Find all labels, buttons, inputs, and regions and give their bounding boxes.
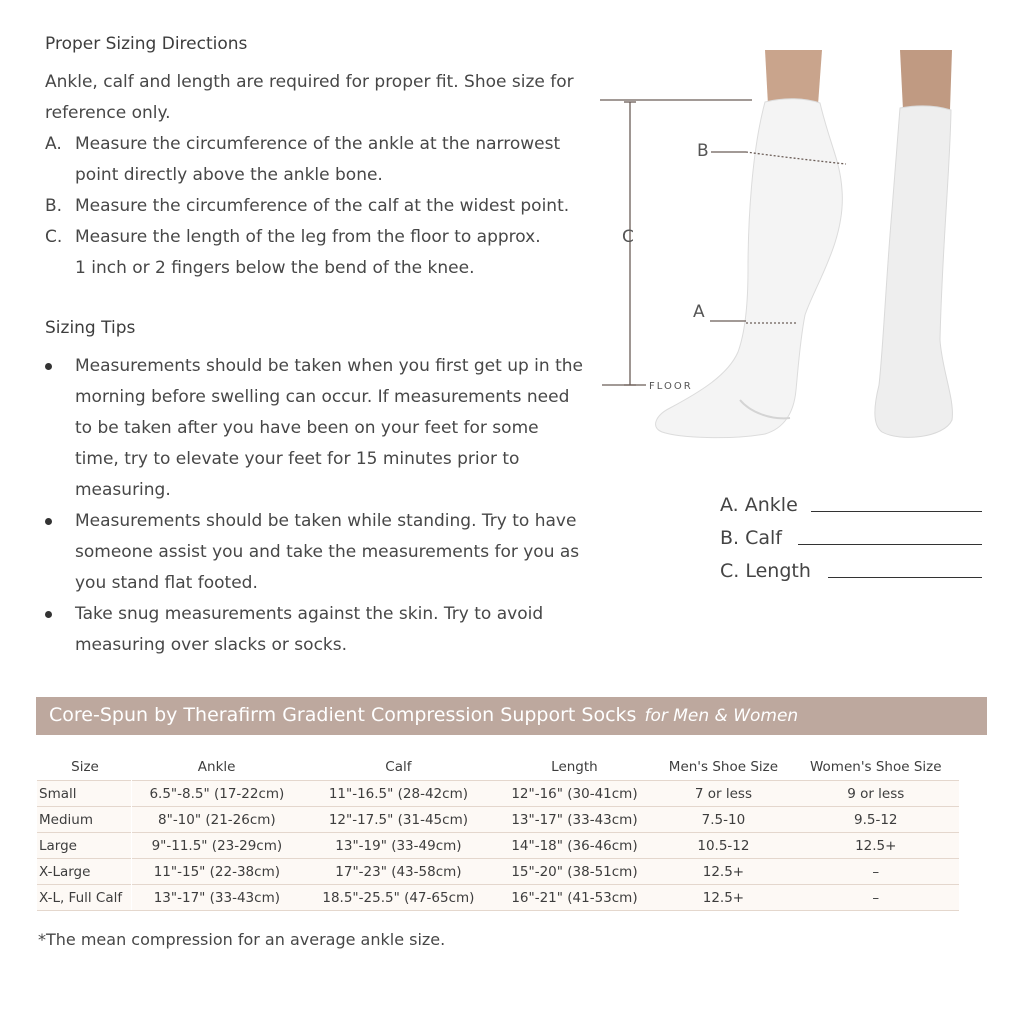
field-ankle: [720, 494, 982, 516]
label-a: A: [693, 302, 705, 322]
cell-calf: 17"-23" (43-58cm): [302, 859, 494, 885]
field-line[interactable]: [798, 544, 982, 545]
cell-mens-shoe: 10.5-12: [654, 833, 792, 859]
cell-calf: 13"-19" (33-49cm): [302, 833, 494, 859]
header-womens-shoe: Women's Shoe Size: [809, 759, 942, 775]
banner-title-text: Core-Spun by Therafirm Gradient Compression Support Socks: [49, 704, 637, 726]
cell-womens-shoe: –: [793, 859, 959, 885]
cell-size: Medium: [37, 807, 131, 833]
size-chart-table: [37, 754, 959, 911]
header-calf: Calf: [385, 759, 412, 775]
field-label: C. Length: [720, 560, 811, 582]
bullet-icon: [45, 611, 52, 618]
step-text: Measure the length of the leg from the floor to approx. 1 inch or 2 fingers below the bend of the knee.: [75, 227, 541, 278]
cell-size: Small: [37, 781, 131, 807]
step-a: [45, 129, 605, 191]
tip-item: [45, 599, 585, 661]
right-sock: [875, 106, 953, 438]
cell-length: 15"-20" (38-51cm): [495, 859, 655, 885]
table-row: [37, 885, 959, 911]
cell-length: 13"-17" (33-43cm): [495, 807, 655, 833]
cell-size: X-Large: [37, 859, 131, 885]
cell-length: 12"-16" (30-41cm): [495, 781, 655, 807]
cell-ankle: 6.5"-8.5" (17-22cm): [131, 781, 302, 807]
cell-size: X-L, Full Calf: [37, 885, 131, 911]
step-text: Measure the circumference of the calf at the widest point.: [75, 196, 570, 216]
cell-mens-shoe: 7.5-10: [654, 807, 792, 833]
cell-calf: 18.5"-25.5" (47-65cm): [302, 885, 494, 911]
cell-womens-shoe: 12.5+: [793, 833, 959, 859]
field-label: B. Calf: [720, 527, 782, 549]
step-text: Measure the circumference of the ankle at the narrowest point directly above the ankle bone.: [75, 134, 561, 185]
cell-calf: 11"-16.5" (28-42cm): [302, 781, 494, 807]
table-row: [37, 781, 959, 807]
bullet-icon: [45, 518, 52, 525]
cell-ankle: 11"-15" (22-38cm): [131, 859, 302, 885]
sock-measurement-illustration: [600, 40, 1020, 460]
cell-length: 14"-18" (36-46cm): [495, 833, 655, 859]
cell-ankle: 8"-10" (21-26cm): [131, 807, 302, 833]
tip-text: Measurements should be taken when you first get up in the morning before swelling can occur. If measurements need to be taken after you have been on your feet for some time, try to elevate your feet for 15 minutes prior to measuring.: [75, 356, 583, 500]
cell-size: Large: [37, 833, 131, 859]
step-label: A.: [45, 134, 62, 154]
tip-item: [45, 351, 585, 506]
cell-womens-shoe: –: [793, 885, 959, 911]
table-row: [37, 833, 959, 859]
bullet-icon: [45, 363, 52, 370]
field-calf: [720, 527, 982, 549]
footnote: *The mean compression for an average ankle size.: [38, 930, 446, 949]
cell-calf: 12"-17.5" (31-45cm): [302, 807, 494, 833]
header-ankle: Ankle: [197, 759, 236, 775]
header-length: Length: [551, 759, 598, 775]
banner-title: [49, 704, 798, 726]
field-line[interactable]: [811, 511, 982, 512]
step-label: C.: [45, 227, 63, 247]
tips-title: Sizing Tips: [45, 318, 136, 338]
cell-ankle: 13"-17" (33-43cm): [131, 885, 302, 911]
right-leg-skin: [900, 50, 952, 110]
label-floor: FLOOR: [649, 381, 693, 392]
cell-ankle: 9"-11.5" (23-29cm): [131, 833, 302, 859]
cell-length: 16"-21" (41-53cm): [495, 885, 655, 911]
cell-womens-shoe: 9 or less: [793, 781, 959, 807]
tip-text: Take snug measurements against the skin. Try to avoid measuring over slacks or socks.: [75, 604, 544, 655]
field-length: [720, 560, 982, 582]
tip-item: [45, 506, 605, 599]
step-label: B.: [45, 196, 63, 216]
cell-mens-shoe: 12.5+: [654, 885, 792, 911]
field-line[interactable]: [828, 577, 982, 578]
product-banner: [36, 697, 987, 735]
cell-mens-shoe: 12.5+: [654, 859, 792, 885]
cell-womens-shoe: 9.5-12: [793, 807, 959, 833]
directions-title: Proper Sizing Directions: [45, 34, 248, 54]
cell-mens-shoe: 7 or less: [654, 781, 792, 807]
table-row: [37, 807, 959, 833]
table-row: [37, 859, 959, 885]
step-b: [45, 191, 605, 222]
label-c: C: [622, 227, 634, 247]
tip-text: Measurements should be taken while standing. Try to have someone assist you and take the measurements for you as you stand flat footed.: [75, 511, 580, 593]
step-c: [45, 222, 545, 284]
label-b: B: [697, 141, 709, 161]
field-label: A. Ankle: [720, 494, 798, 516]
table-header-row: [37, 754, 959, 781]
directions-intro: Ankle, calf and length are required for proper fit. Shoe size for reference only.: [45, 72, 574, 123]
left-leg-skin: [765, 50, 822, 105]
banner-subtitle: for Men & Women: [644, 706, 799, 726]
header-mens-shoe: Men's Shoe Size: [668, 759, 779, 775]
header-size: Size: [71, 759, 99, 775]
